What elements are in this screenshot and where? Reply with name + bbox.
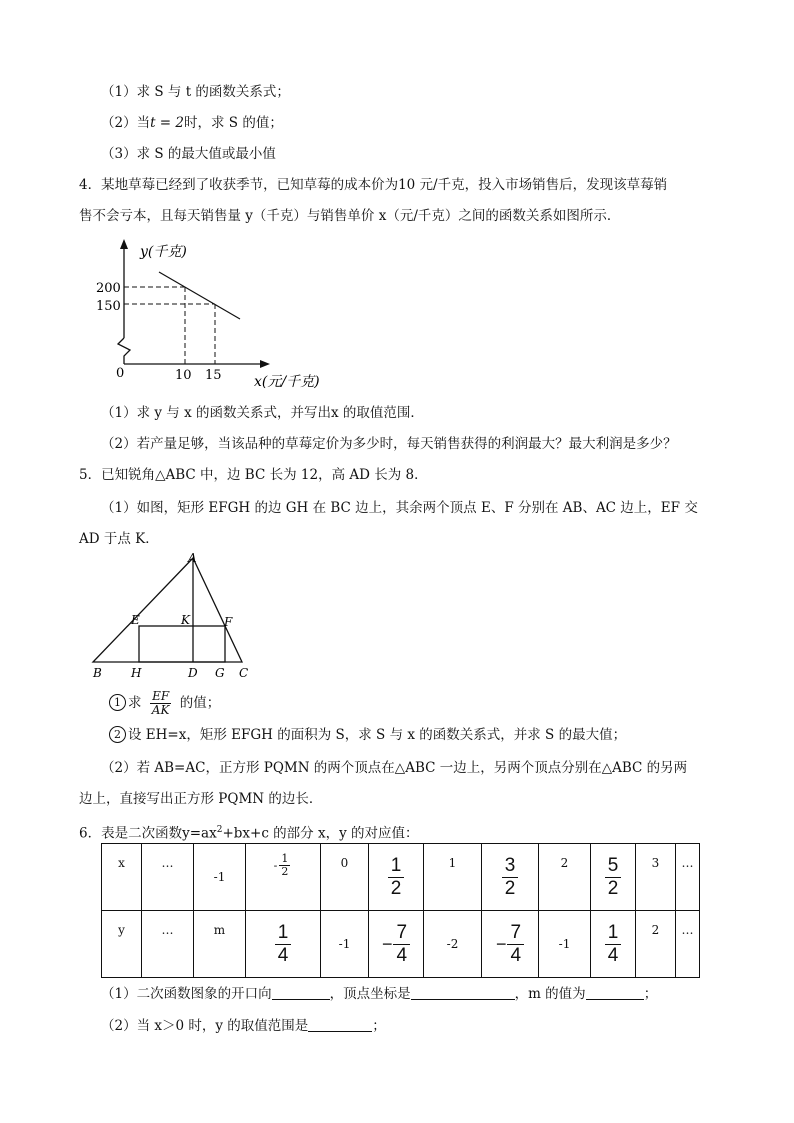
q4-graph <box>90 238 350 393</box>
q6-blank-vertex-coordinates[interactable] <box>411 985 515 1000</box>
q6-cell-x-neg1 <box>194 844 246 911</box>
q6-x-1: 1 <box>448 856 457 870</box>
q6-y-neg-seven-quarters-1 <box>382 922 410 967</box>
q4-x-axis-arrow <box>260 360 270 368</box>
q6-x-half <box>388 855 405 900</box>
q5-sub2-line1: （2）若 AB=AC，正方形 PQMN 的两个顶点在△ABC 一边上，另两个顶点分别在△ABC 的另两 <box>101 760 688 776</box>
q4-function-line <box>159 272 240 319</box>
q5-label-g: G <box>215 666 225 680</box>
q6-x-3: 3 <box>651 856 660 870</box>
q5-item1 <box>109 688 220 718</box>
q6-cell-x-1 <box>424 844 482 911</box>
q6-cell-x-three-halves <box>482 844 539 911</box>
q6-x-three-halves-den: 2 <box>504 877 516 899</box>
q6-blank-y-range[interactable] <box>308 1017 372 1032</box>
q6-y-neg2: -2 <box>446 937 459 951</box>
q6-sub1-d: ； <box>643 986 658 1002</box>
q5-label-d: D <box>188 666 198 680</box>
q6-cell-y-neg1-a <box>321 911 369 978</box>
q6-cell-y-ellipsis-left <box>142 911 194 978</box>
q6-x-three-halves <box>502 855 519 900</box>
q6-y-neg-seven-quarters-2-num: 7 <box>507 922 524 945</box>
q6-sub2-b: ； <box>372 1018 386 1034</box>
q4-stem-line2: 售不会亏本，且每天销售量 y（千克）与销售单价 x（元/千克）之间的函数关系如图所示． <box>79 208 621 224</box>
q6-x-neg-half <box>274 853 293 878</box>
q6-table-row-y <box>102 911 700 978</box>
q6-blank-m-value[interactable] <box>586 985 644 1000</box>
q5-sub1-line1: （1）如图，矩形 EFGH 的边 GH 在 BC 边上，其余两个顶点 E、F 分别在 AB、AC 边上，EF 交 <box>101 500 698 516</box>
q6-sub2 <box>101 1016 386 1036</box>
q5-stem-line1: 5．已知锐角△ABC 中，边 BC 长为 12，高 AD 长为 8． <box>79 467 428 483</box>
q5-label-c: C <box>239 666 249 680</box>
q6-sub2-a: （2）当 x＞0 时，y 的取值范围是 <box>101 1018 309 1034</box>
q5-item2 <box>109 725 626 745</box>
q6-y-quarter-2 <box>605 922 622 967</box>
q6-y-label: y <box>118 923 125 937</box>
q5-item2-number: 2 <box>109 726 126 743</box>
q6-sub1-a: （1）二次函数图象的开口向 <box>101 986 272 1002</box>
q6-x-five-halves-den: 2 <box>607 877 619 899</box>
q4-sub2: （2）若产量足够，当该品种的草莓定价为多少时，每天销售获得的利润最大？最大利润是多少？ <box>101 436 677 452</box>
q6-x-neg-half-num: 1 <box>281 851 289 865</box>
q3-sub2-math: t = 2 <box>150 115 185 131</box>
q6-blank-opening-direction[interactable] <box>272 985 330 1000</box>
q4-x-tick-10: 10 <box>175 368 192 383</box>
q4-x-axis-label: x(元/千克) <box>254 374 320 390</box>
q5-label-k: K <box>181 613 190 627</box>
q5-label-a: A <box>188 551 197 565</box>
q6-x-2: 2 <box>560 856 569 870</box>
q6-intro-pre: 6．表是二次函数y=ax <box>79 825 217 842</box>
q6-intro-post: +bx+c 的部分 x，y 的对应值： <box>222 825 419 842</box>
q6-y-neg-seven-quarters-2 <box>496 922 524 967</box>
q6-table-row-x <box>102 844 700 911</box>
q6-intro-sup: 2 <box>216 825 223 835</box>
q4-sub1: （1）求 y 与 x 的函数关系式，并写出x 的取值范围． <box>101 405 424 421</box>
q5-label-f: F <box>224 615 233 629</box>
q5-label-e: E <box>131 613 140 627</box>
q6-y-ellipsis-left: … <box>161 923 174 937</box>
q6-y-neg-seven-quarters-2-sign: − <box>495 933 507 954</box>
q6-cell-x-neg-half <box>246 844 321 911</box>
q5-item1-pre: 求 <box>128 695 142 711</box>
q6-x-neg-half-sign: - <box>273 858 278 872</box>
q6-y-2: 2 <box>651 923 660 937</box>
q5-sub1-line2: AD 于点 K． <box>79 531 159 547</box>
q4-stem-line1: 4．某地草莓已经到了收获季节，已知草莓的成本价为10 元/千克，投入市场销售后，发现该草莓销 <box>79 177 668 193</box>
q5-rectangle-efgh <box>139 626 225 662</box>
q6-intro <box>79 820 419 844</box>
q4-y-axis-break <box>118 338 130 364</box>
q6-x-0: 0 <box>340 856 349 870</box>
q4-origin-label: 0 <box>116 366 125 381</box>
q5-item1-frac-den: AK <box>151 703 170 717</box>
q6-y-quarter-2-num: 1 <box>605 922 622 945</box>
q5-sub2-line2: 边上，直接写出正方形 PQMN 的边长． <box>79 791 323 807</box>
q6-x-neg-half-frac <box>279 853 290 878</box>
q6-cell-x-five-halves <box>591 844 636 911</box>
q5-triangle-abc <box>93 558 242 662</box>
q6-cell-y-label <box>102 911 142 978</box>
q6-y-neg-seven-quarters-1-sign: − <box>381 933 393 954</box>
q6-y-neg1-a: -1 <box>338 937 351 951</box>
q6-y-ellipsis-right: … <box>681 923 694 937</box>
q6-sub1 <box>101 984 657 1004</box>
q6-y-neg-seven-quarters-1-den: 4 <box>396 944 408 966</box>
q6-sub1-c: ，m 的值为 <box>514 986 586 1002</box>
q6-cell-y-quarter-1 <box>246 911 321 978</box>
q6-x-ellipsis-left: … <box>161 856 174 870</box>
q6-cell-x-0 <box>321 844 369 911</box>
q6-cell-y-neg-seven-quarters-2 <box>482 911 539 978</box>
q6-cell-x-half <box>369 844 424 911</box>
q5-label-h: H <box>131 666 142 680</box>
q6-cell-x-ellipsis-left <box>142 844 194 911</box>
q6-cell-y-ellipsis-right <box>676 911 700 978</box>
q5-label-b: B <box>93 666 102 680</box>
q5-item1-fraction <box>150 690 172 717</box>
q6-value-table <box>101 843 700 978</box>
q6-y-neg1-b: -1 <box>558 937 571 951</box>
q3-sub2-pre: （2）当 <box>101 115 151 131</box>
q4-y-tick-200: 200 <box>96 281 121 296</box>
q6-x-half-den: 2 <box>390 877 402 899</box>
q5-triangle-figure <box>88 550 258 685</box>
q3-sub2 <box>101 113 283 133</box>
q6-y-neg-seven-quarters-1-num: 7 <box>393 922 410 945</box>
q6-x-neg1: -1 <box>213 870 226 884</box>
q6-cell-x-2 <box>539 844 591 911</box>
q6-cell-x-ellipsis-right <box>676 844 700 911</box>
q3-sub3: （3）求 S 的最大值或最小值 <box>101 146 276 162</box>
q6-cell-y-neg2 <box>424 911 482 978</box>
q5-item1-post: 的值； <box>179 695 221 711</box>
q5-item1-frac-num: EF <box>150 690 172 704</box>
q4-y-axis-label: y(千克) <box>140 244 187 260</box>
q6-cell-y-neg1-b <box>539 911 591 978</box>
q6-y-neg-seven-quarters-2-den: 4 <box>510 944 522 966</box>
q6-x-five-halves-num: 5 <box>605 855 622 878</box>
q6-cell-x-label <box>102 844 142 911</box>
q6-x-half-num: 1 <box>388 855 405 878</box>
q4-x-tick-15: 15 <box>205 368 222 383</box>
q5-item1-number: 1 <box>109 694 126 711</box>
q6-y-quarter-2-den: 4 <box>607 944 619 966</box>
q6-y-quarter-1 <box>275 922 292 967</box>
q6-cell-y-2 <box>636 911 676 978</box>
q6-cell-y-neg-seven-quarters-1 <box>369 911 424 978</box>
q6-y-quarter-1-num: 1 <box>275 922 292 945</box>
q3-sub2-post: 时，求 S 的值； <box>184 115 283 131</box>
q6-sub1-b: ，顶点坐标是 <box>329 986 411 1002</box>
q6-cell-y-m <box>194 911 246 978</box>
q4-y-tick-150: 150 <box>96 299 121 314</box>
q4-y-axis-arrow <box>120 239 128 249</box>
q6-x-neg-half-den: 2 <box>281 864 289 878</box>
q6-x-label: x <box>118 856 125 870</box>
q6-y-quarter-1-den: 4 <box>277 944 289 966</box>
q6-x-three-halves-num: 3 <box>502 855 519 878</box>
q5-item2-text: 设 EH=x，矩形 EFGH 的面积为 S，求 S 与 x 的函数关系式，并求 S 的最大值； <box>128 727 627 743</box>
q3-sub1: （1）求 S 与 t 的函数关系式； <box>101 84 290 100</box>
q6-cell-y-quarter-2 <box>591 911 636 978</box>
q6-y-m: m <box>213 923 226 937</box>
q6-cell-x-3 <box>636 844 676 911</box>
q6-x-ellipsis-right: … <box>681 856 694 870</box>
q6-x-five-halves <box>605 855 622 900</box>
